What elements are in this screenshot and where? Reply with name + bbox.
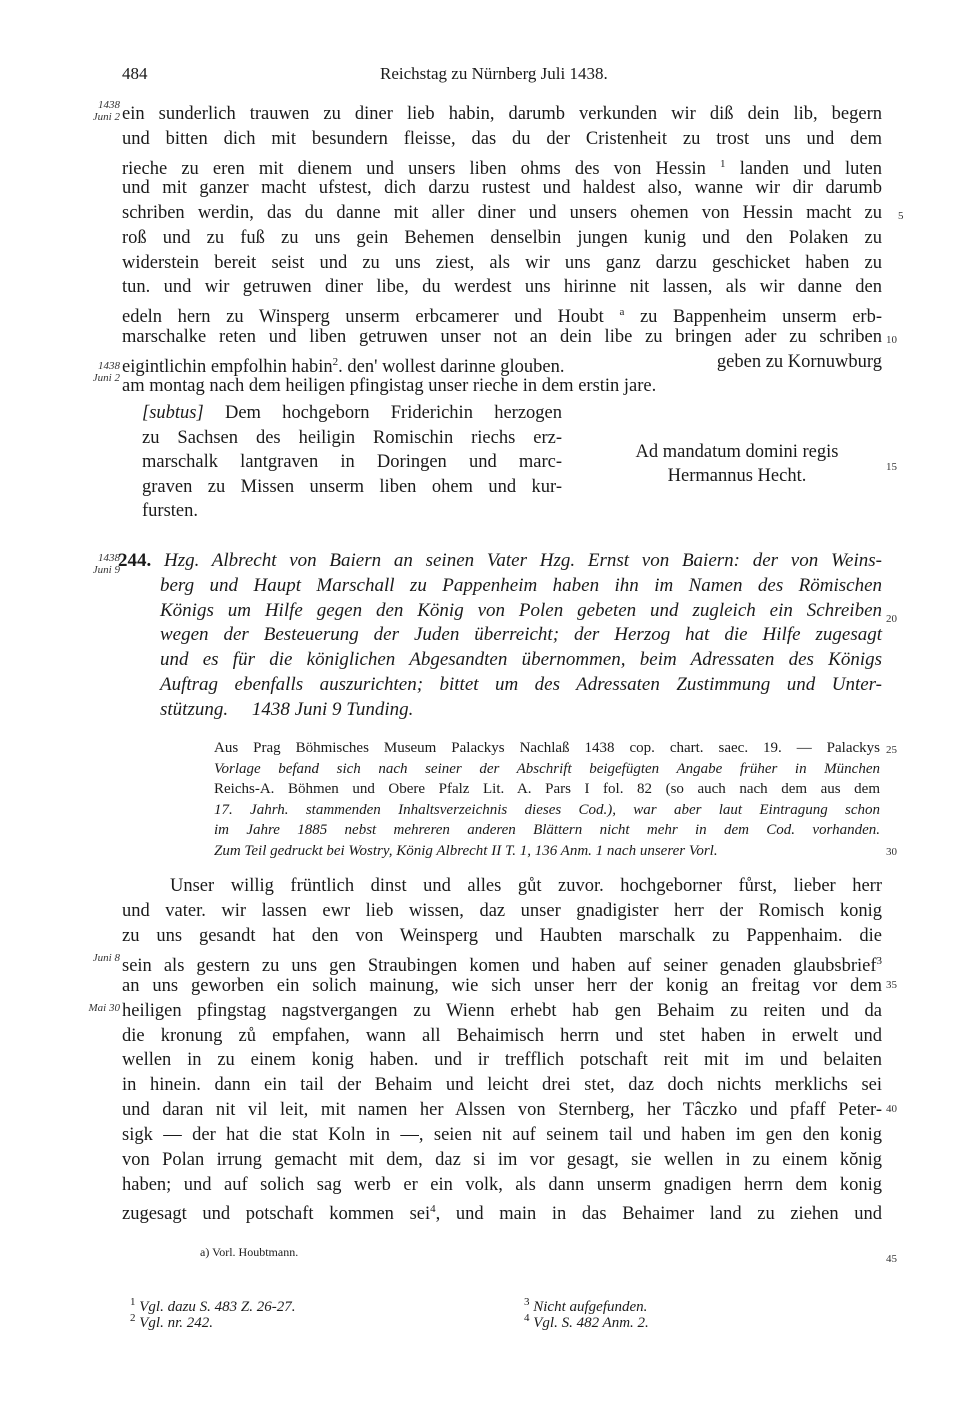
footnote-text: Vgl. S. 482 Anm. 2. [533, 1315, 649, 1331]
margin-date-text: 1438 Juni 2 [92, 360, 120, 384]
footnote [130, 1312, 213, 1332]
footnote-mark: 2 [332, 356, 339, 368]
text-line: und bitten dich mit besundern fleisse, das du der Cristenheit zu trost uns und dem [122, 129, 882, 149]
text-line: wellen in zu einem konig haben. und ir trefflich potschaft reit mit im und belaiten [122, 1050, 882, 1070]
signoff [612, 440, 862, 488]
line-number: 25 [886, 744, 897, 756]
footnote-mark: a [619, 306, 625, 318]
footnote-mark: 3 [876, 955, 882, 967]
text-line: an uns geworben ein solich mainung, wie sich unser herr der konig an freitag vor dem [122, 976, 882, 996]
footnote-number: 1 [130, 1296, 136, 1308]
footnote-mark: 4 [430, 1203, 436, 1215]
line-number: 40 [886, 1103, 897, 1115]
source-note [214, 738, 880, 861]
text-line: heiligen pfingstag nagstvergangen zu Wienn erhebt hab gen Behaim zu reiten und da [122, 1001, 882, 1021]
footnote-text: Nicht aufgefunden. [533, 1299, 648, 1315]
text-segment: landen und luten [739, 159, 883, 180]
line-number: 30 [886, 846, 897, 858]
text-line: die kronung zů empfahen, wann all Behaimisch herrn und stet haben in erwelt und [122, 1026, 882, 1046]
text-line: sigk — der hat die stat Koln in —, seien nit auf seinem tail und haben im gen den konig [122, 1125, 882, 1145]
entry-heading [118, 549, 882, 723]
text-segment: zugesagt und potschaft kommen sei [122, 1204, 431, 1225]
textual-note: a) Vorl. Houbtmann. [200, 1245, 299, 1259]
footnote-mark: 1 [720, 158, 726, 170]
text-line: zu uns gesandt hat den von Weinsperg und Haubten marschalk zu Pappenhaim. die [122, 926, 882, 946]
source-line: im Jahre 1885 nebst mehreren anderen Blättern nicht mehr in dem Cod. vorhanden. [214, 822, 880, 838]
footnote-number: 4 [524, 1312, 530, 1324]
heading-line: stützung. 1438 Juni 9 Tunding. [160, 698, 414, 720]
text-line: widerstein bereit seist und zu uns ziest, als wir uns ganz darzu geschicket haben zu [122, 253, 882, 273]
text-line: in hinein. dann ein tail der Behaim und leicht drei stet, daz doch nichts merklichs sei [122, 1075, 882, 1095]
footnote-number: 2 [130, 1312, 136, 1324]
margin-date [56, 1002, 120, 1014]
heading-line: Auftrag ebenfalls auszurichten; bittet um des Adressaten Zustimmung und Unter- [160, 673, 882, 695]
margin-date [56, 552, 120, 576]
text-line: haben; und auf solich sag werb er ein volk, als dann unserm gnadigen herrn dem konig [122, 1175, 882, 1195]
signoff-line: Ad mandatum domini regis [635, 442, 839, 462]
address-text: Dem hochgeborn Friderichin herzogen [224, 403, 562, 423]
heading-line: und es für die königlichen Abgesandten übernommen, beim Adressaten des Königs [160, 649, 882, 671]
text-line: tun. und wir getruwen diner libe, du werdest uns hirinne nit lassen, als wir danne den [122, 277, 882, 297]
source-line: Vorlage befand sich nach seiner der Abschrift beigefügten Angabe früher in München [214, 760, 880, 777]
running-title: Reichstag zu Nürnberg Juli 1438. [380, 64, 608, 83]
text-line: ein sunderlich trauwen zu diner lieb habin, darumb verkunden wir diß dein lib, begern [122, 104, 882, 124]
text-segment: eigintlichin empfolhin habin [122, 357, 333, 378]
address-block [142, 401, 562, 524]
text-segment: edeln hern zu Winsperg unserm erbcamerer und Houbt [122, 307, 604, 328]
text-line: und mit ganzer macht ufstest, dich darzu rustest und haldest also, wanne wir dir darumb [122, 178, 882, 198]
heading-line: wegen der Besteuerung der Juden überreicht; der Herzog hat die Hilfe zugesagt [160, 624, 882, 646]
margin-date-text: 1438 Juni 2 [92, 99, 120, 123]
text-line: marschalke reten und liben getruwen unser not an dein libe zu bringen ader zu schriben [122, 327, 882, 347]
address-line: zu Sachsen des heiligin Romischin riechs erz- [142, 427, 562, 448]
address-line [142, 401, 562, 426]
text-segment: geben zu Kornuwburg [716, 352, 882, 372]
footnote [524, 1312, 649, 1332]
margin-date-text: Mai 30 [88, 1002, 120, 1014]
line-number: 35 [886, 979, 897, 991]
heading-line [118, 549, 882, 574]
text-segment: . den' wollest darinne glouben. [338, 357, 565, 378]
footnote-number: 3 [524, 1296, 530, 1308]
text-segment: zu Bappenheim unserm erb- [639, 307, 883, 328]
subtus-marker: [subtus] [142, 403, 204, 423]
heading-line: Königs um Hilfe gegen den König von Polen gebeten und zugleich ein Schreiben [160, 599, 882, 621]
page-number: 484 [122, 64, 148, 83]
margin-date-text: 1438 Juni 9 [92, 552, 120, 576]
margin-date-text: Juni 8 [92, 952, 120, 964]
signoff-line: Hermannus Hecht. [667, 466, 807, 486]
margin-date [56, 99, 120, 123]
address-line: graven zu Missen unserm liben ohem und kur- [142, 476, 562, 497]
entry-number: 244. [118, 550, 152, 571]
line-number: 10 [886, 334, 897, 346]
margin-date [56, 952, 120, 964]
footnote-text: Vgl. dazu S. 483 Z. 26-27. [139, 1299, 296, 1315]
text-line: und daran nit vil leit, mit namen her Alssen von Sternberg, her Tâczko und pfaff Peter- [122, 1100, 882, 1120]
heading-line: berg und Haupt Marschall zu Pappenheim haben ihn im Namen des Römischen [160, 574, 882, 596]
text-line [122, 1197, 882, 1226]
source-line: 17. Jahrh. stammenden Inhaltsverzeichnis dieses Cod.), war aber laut Eintragung schon [214, 801, 880, 818]
line-number: 5 [898, 210, 904, 222]
text-line: am montag nach dem heiligen pfingistag unser rieche in dem erstin jare. [122, 376, 657, 396]
footnote-text: Vgl. nr. 242. [139, 1315, 214, 1331]
text-segment: , und main in das Behaimer land zu ziehen und [435, 1204, 883, 1225]
margin-date [56, 360, 120, 384]
text-line: Unser willig früntlich dinst und alles gůt zuvor. hochgeborner fůrst, lieber herr [170, 876, 882, 896]
source-line: Aus Prag Böhmisches Museum Palackys Nachlaß 1438 cop. chart. saec. 19. — Palackys [214, 740, 880, 756]
text-line: und vater. wir lassen ewr lieb wissen, daz unser gnadigister herr der Romisch konig [122, 901, 882, 921]
source-line: Reichs-A. Böhmen und Obere Pfalz Lit. A. Pars I fol. 82 (so auch nach dem aus dem [214, 781, 880, 797]
text-line: schriben werdin, das du danne mit aller diner und unsers ohemen von Hessin macht zu [122, 203, 882, 223]
source-line: Zum Teil gedruckt bei Wostry, König Albrecht II T. 1, 136 Anm. 1 nach unserer Vorl. [214, 842, 718, 859]
text-line: von Polan irrung gemacht mit dem, daz si im vor gesagt, sie wellen in zu einem kŏnig [122, 1150, 882, 1170]
line-number: 20 [886, 613, 897, 625]
line-number: 15 [886, 461, 897, 473]
text-line: roß und zu fuß zu uns gein Behemen denselbin jungen kunig und den Polaken zu [122, 228, 882, 248]
line-number: 45 [886, 1253, 897, 1265]
text-segment: sein als gestern zu uns gen Straubingen komen und haben auf seiner genaden glaubsbrief [122, 956, 877, 977]
address-line: marschalk lantgraven in Doringen und marc- [142, 452, 562, 472]
heading-text: Hzg. Albrecht von Baiern an seinen Vater Hzg. Ernst von Baiern: der von Weins- [164, 550, 882, 571]
text-segment: rieche zu eren mit dienem und unsers liben ohms des von Hessin [122, 159, 706, 180]
address-line: fursten. [142, 501, 198, 521]
